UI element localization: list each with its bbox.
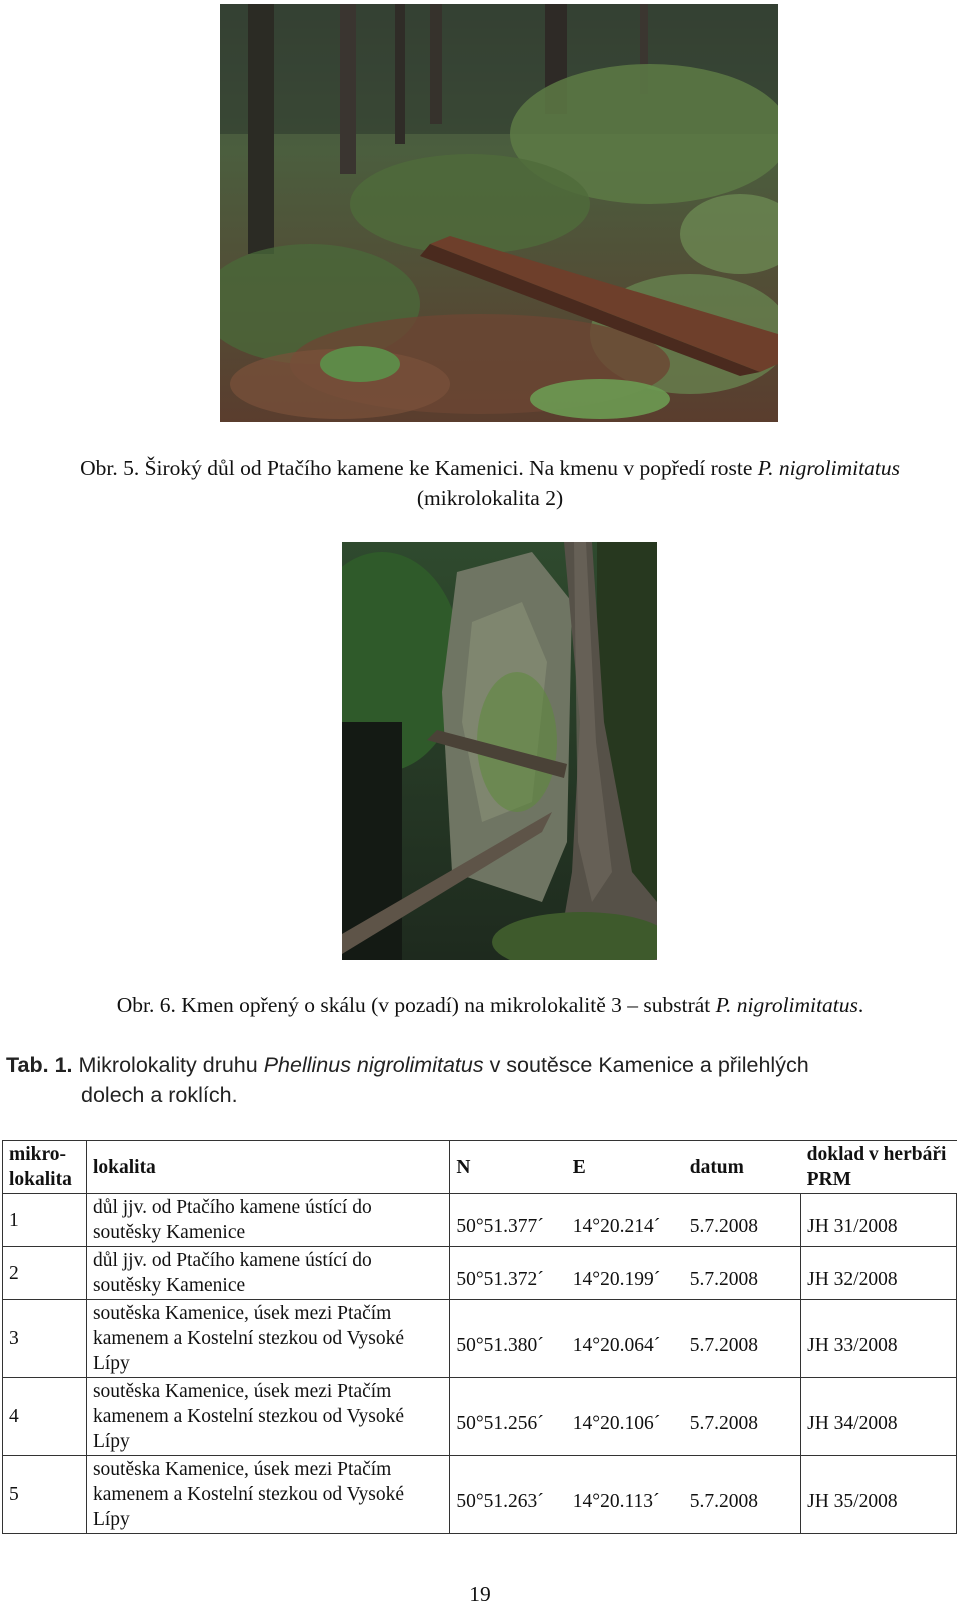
cell-locality: soutěska Kamenice, úsek mezi Ptačím kamenem a Kostelní stezkou od Vysoké Lípy [86, 1378, 449, 1456]
cell-microlocality: 4 [3, 1378, 87, 1456]
cell-n: 50°51.263´ [450, 1456, 567, 1534]
cell-date: 5.7.2008 [684, 1247, 801, 1300]
cell-date: 5.7.2008 [684, 1378, 801, 1456]
header-herbarium: doklad v herbáři PRM [801, 1141, 957, 1194]
cell-locality: soutěska Kamenice, úsek mezi Ptačím kamenem a Kostelní stezkou od Vysoké Lípy [86, 1300, 449, 1378]
cell-date: 5.7.2008 [684, 1194, 801, 1247]
forest-photo [220, 4, 778, 422]
cell-microlocality: 5 [3, 1456, 87, 1534]
caption-species: P. nigrolimitatus [715, 993, 858, 1017]
cell-date: 5.7.2008 [684, 1300, 801, 1378]
table-header-row [3, 1141, 957, 1194]
cell-e: 14°20.064´ [567, 1300, 684, 1378]
cell-n: 50°51.372´ [450, 1247, 567, 1300]
table-row [3, 1456, 957, 1534]
header-microlocality: mikro-lokalita [3, 1141, 87, 1194]
page-number: 19 [469, 1582, 491, 1606]
header-e: E [567, 1141, 684, 1194]
cell-herbarium: JH 34/2008 [801, 1378, 957, 1456]
table-caption-species: Phellinus nigrolimitatus [263, 1053, 484, 1077]
table-caption-line2: dolech a roklích. [81, 1083, 238, 1107]
table-label: Tab. 1. [6, 1053, 73, 1077]
table-row [3, 1378, 957, 1456]
figure-caption-6 [20, 990, 960, 1020]
caption-suffix: (mikrolokalita 2) [416, 486, 564, 510]
cell-microlocality: 1 [3, 1194, 87, 1247]
cell-locality: soutěska Kamenice, úsek mezi Ptačím kamenem a Kostelní stezkou od Vysoké Lípy [86, 1456, 449, 1534]
cell-herbarium: JH 32/2008 [801, 1247, 957, 1300]
cell-n: 50°51.377´ [450, 1194, 567, 1247]
cell-n: 50°51.256´ [450, 1378, 567, 1456]
cell-locality: důl jjv. od Ptačího kamene ústící do soutěsky Kamenice [86, 1194, 449, 1247]
cell-herbarium: JH 31/2008 [801, 1194, 957, 1247]
caption-text: Obr. 5. Široký důl od Ptačího kamene ke Kamenici. Na kmenu v popředí roste [80, 456, 758, 480]
cell-herbarium: JH 35/2008 [801, 1456, 957, 1534]
table-caption-line1 [6, 1050, 951, 1080]
cell-date: 5.7.2008 [684, 1456, 801, 1534]
caption-text: Obr. 6. Kmen opřený o skálu (v pozadí) na mikrolokalitě 3 – substrát [116, 993, 716, 1017]
cell-microlocality: 3 [3, 1300, 87, 1378]
caption-species: P. nigrolimitatus [757, 456, 900, 480]
cell-n: 50°51.380´ [450, 1300, 567, 1378]
table-row [3, 1300, 957, 1378]
header-locality: lokalita [86, 1141, 449, 1194]
cell-microlocality: 2 [3, 1247, 87, 1300]
table-row [3, 1247, 957, 1300]
microlocality-table [2, 1140, 957, 1534]
cell-herbarium: JH 33/2008 [801, 1300, 957, 1378]
table-caption [6, 1050, 951, 1110]
header-date: datum [684, 1141, 801, 1194]
cell-locality: důl jjv. od Ptačího kamene ústící do soutěsky Kamenice [86, 1247, 449, 1300]
figure-caption-5 [60, 453, 920, 513]
cell-e: 14°20.214´ [567, 1194, 684, 1247]
header-n: N [450, 1141, 567, 1194]
table-row [3, 1194, 957, 1247]
rock-trunk-photo [342, 542, 657, 960]
caption-suffix: . [857, 993, 864, 1017]
table-caption-text: Mikrolokality druhu [72, 1053, 264, 1077]
cell-e: 14°20.199´ [567, 1247, 684, 1300]
cell-e: 14°20.106´ [567, 1378, 684, 1456]
table-caption-text-after: v soutěsce Kamenice a přilehlých [483, 1053, 809, 1077]
cell-e: 14°20.113´ [567, 1456, 684, 1534]
